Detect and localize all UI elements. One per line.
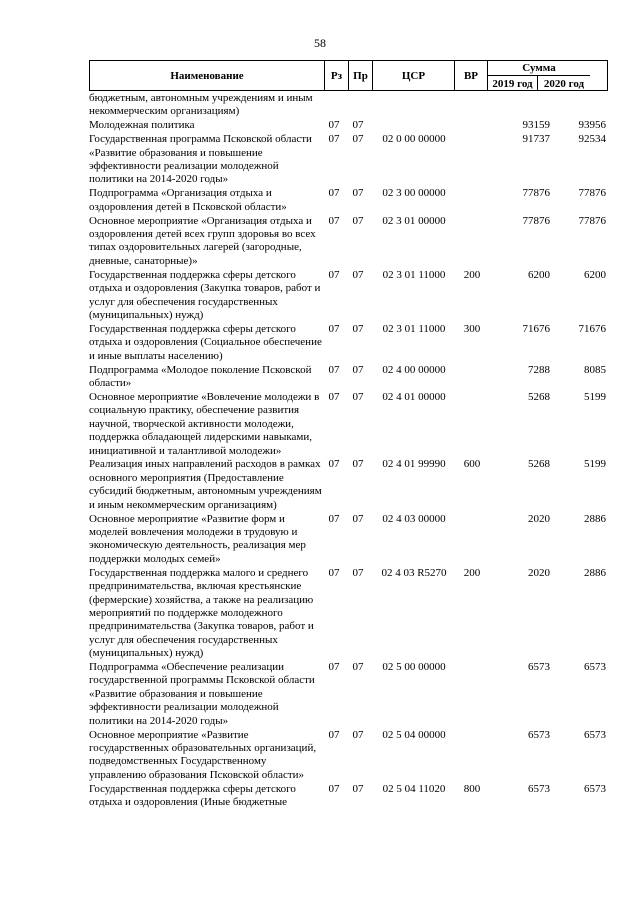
table-row — [89, 567, 619, 661]
cell-pr: 07 — [352, 214, 364, 227]
cell-vr — [458, 92, 486, 119]
cell-sum-2020: 5199 — [584, 390, 606, 403]
cell-name: Государственная программа Псковской области «Развитие образования и повышение эффективности реализации молодежной политики на 2014-2020 годы» — [89, 133, 312, 186]
cell-csr: 02 5 04 11020 — [382, 782, 446, 795]
cell-rz: 07 — [328, 268, 340, 281]
header-csr: ЦСР — [372, 61, 454, 91]
cell-name: Государственная поддержка сферы детского отдыха и оздоровления (Иные бюджетные — [89, 782, 296, 809]
cell-sum-2019 — [486, 92, 550, 119]
cell-name: Реализация иных направлений расходов в рамках основного мероприятия (Предоставление субсидий бюджетным, автономным учреждениям и иным некоммерческим организациям) — [89, 458, 322, 511]
cell-sum-2020: 2886 — [584, 512, 606, 525]
cell-name: Основное мероприятие «Вовлечение молодежи в социальную практику, обеспечение развития научной, творческой активности молодежи, поддержка обладающей лидерскими навыками, инициативной и талантливой молодежи» — [89, 390, 320, 457]
cell-pr: 07 — [352, 782, 364, 795]
cell-csr: 02 3 01 11000 — [382, 322, 446, 335]
table-row — [89, 661, 619, 728]
cell-csr: 02 4 03 00000 — [382, 512, 446, 525]
cell-sum-2020: 92534 — [578, 133, 606, 146]
table-row — [89, 269, 619, 323]
cell-sum-2020: 5199 — [584, 458, 606, 471]
cell-rz — [322, 92, 346, 119]
cell-vr — [458, 215, 486, 269]
header-pr: Пр — [348, 61, 372, 91]
cell-name: Подпрограмма «Организация отдыха и оздоровления детей в Псковской области» — [89, 187, 287, 213]
cell-pr: 07 — [352, 566, 364, 579]
cell-sum-2019: 6573 — [528, 661, 550, 674]
cell-name: Основное мероприятие «Организация отдыха и оздоровления детей всех групп здоровья во всех типах оздоровительных лагерей (загородные, дневные, санаторные)» — [89, 214, 316, 267]
cell-rz: 07 — [328, 782, 340, 795]
cell-name: Молодежная политика — [89, 119, 195, 132]
cell-csr: 02 4 00 00000 — [382, 363, 446, 376]
cell-rz: 07 — [328, 512, 340, 525]
cell-csr: 02 3 01 00000 — [382, 214, 446, 227]
cell-sum-2019: 91737 — [522, 133, 550, 146]
table-row — [89, 729, 619, 783]
cell-pr — [346, 92, 370, 119]
cell-vr: 200 — [463, 268, 481, 281]
cell-vr: 300 — [463, 322, 481, 335]
cell-sum-2020: 6573 — [584, 728, 606, 741]
cell-name: Подпрограмма «Молодое поколение Псковской области» — [89, 363, 312, 390]
cell-rz: 07 — [328, 728, 340, 741]
header-year-2019: 2019 год — [487, 76, 537, 91]
cell-sum-2020: 77876 — [578, 187, 606, 200]
cell-sum-2019: 77876 — [522, 187, 550, 200]
cell-csr — [370, 119, 458, 132]
cell-vr — [458, 187, 486, 214]
cell-rz: 07 — [328, 390, 340, 403]
cell-rz: 07 — [328, 661, 340, 674]
cell-name: Основное мероприятие «Развитие форм и моделей вовлечения молодежи в трудовую и экономическую деятельность, реализация мер поддержки молодых семей» — [89, 512, 306, 565]
cell-csr: 02 4 03 R5270 — [381, 566, 447, 579]
cell-vr — [458, 513, 486, 567]
cell-sum-2020: 6200 — [584, 268, 606, 281]
header-name: Наименование — [170, 70, 244, 82]
table-row — [89, 323, 619, 363]
cell-csr: 02 4 01 99990 — [382, 458, 446, 471]
cell-pr: 07 — [352, 390, 364, 403]
cell-pr: 07 — [352, 133, 364, 146]
cell-vr: 200 — [463, 566, 481, 579]
cell-csr: 02 5 04 00000 — [382, 728, 446, 741]
cell-csr: 02 3 01 11000 — [382, 268, 446, 281]
table-row — [89, 391, 619, 458]
cell-sum-2020: 8085 — [584, 363, 606, 376]
cell-rz: 07 — [328, 322, 340, 335]
cell-csr — [370, 92, 458, 119]
cell-sum-2019: 5268 — [528, 390, 550, 403]
cell-vr: 600 — [463, 458, 481, 471]
header-vr: ВР — [454, 61, 487, 91]
cell-rz: 07 — [328, 187, 340, 200]
cell-sum-2019: 5268 — [528, 458, 550, 471]
cell-sum-2019: 2020 — [528, 512, 550, 525]
cell-rz: 07 — [328, 214, 340, 227]
table-row — [89, 783, 619, 810]
cell-csr: 02 0 00 00000 — [382, 133, 446, 146]
cell-pr: 07 — [352, 363, 364, 376]
cell-pr: 07 — [352, 728, 364, 741]
cell-rz: 07 — [328, 566, 340, 579]
header-sum: Сумма — [487, 61, 590, 76]
cell-csr: 02 5 00 00000 — [382, 661, 446, 674]
cell-vr — [458, 119, 486, 132]
cell-rz: 07 — [328, 363, 340, 376]
cell-sum-2020: 93956 — [578, 119, 606, 132]
cell-sum-2019: 2020 — [528, 566, 550, 579]
table-body — [89, 92, 619, 810]
cell-pr: 07 — [352, 661, 364, 674]
table-row — [89, 513, 619, 567]
cell-name: Подпрограмма «Обеспечение реализации государственной программы Псковской области «Развитие образования и повышение эффективности реализации молодежной политики на 2014-2020 годы» — [89, 661, 315, 727]
cell-vr — [458, 391, 486, 458]
cell-pr: 07 — [352, 322, 364, 335]
page-number: 58 — [314, 36, 326, 50]
cell-vr — [458, 729, 486, 783]
table-row — [89, 364, 619, 391]
cell-rz: 07 — [328, 458, 340, 471]
header-year-2020: 2020 год — [537, 76, 590, 91]
cell-pr: 07 — [352, 187, 364, 200]
table-row — [89, 92, 619, 119]
cell-csr: 02 4 01 00000 — [382, 390, 446, 403]
table-row — [89, 187, 619, 214]
cell-name: Государственная поддержка малого и среднего предпринимательства, включая крестьянские (фермерские) хозяйства, а также на реализацию мероприятий по поддержке молодежного предпринимательства (Закупка товаров, работ и услуг для обеспечения государственных (муниципальных) нужд) — [89, 566, 314, 660]
cell-sum-2019: 7288 — [528, 363, 550, 376]
cell-vr: 800 — [463, 782, 481, 795]
cell-pr: 07 — [352, 512, 364, 525]
cell-rz: 07 — [328, 133, 340, 146]
header-rz: Рз — [324, 61, 348, 91]
cell-sum-2019: 6200 — [528, 268, 550, 281]
cell-name: Государственная поддержка сферы детского отдыха и оздоровления (Закупка товаров, работ и услуг для обеспечения государственных (муниципальных) нужд) — [89, 268, 321, 321]
cell-vr — [458, 661, 486, 728]
cell-sum-2019: 77876 — [522, 214, 550, 227]
cell-name: бюджетным, автономным учреждениям и иным некоммерческим организациям) — [89, 92, 313, 118]
cell-sum-2020 — [550, 92, 606, 119]
cell-sum-2020: 71676 — [578, 322, 606, 335]
cell-sum-2020: 6573 — [584, 661, 606, 674]
cell-rz: 07 — [328, 119, 340, 132]
cell-pr: 07 — [352, 458, 364, 471]
table-row — [89, 458, 619, 512]
cell-csr: 02 3 00 00000 — [382, 187, 446, 200]
cell-sum-2019: 93159 — [522, 119, 550, 132]
cell-sum-2020: 2886 — [584, 566, 606, 579]
table-row — [89, 119, 619, 132]
cell-sum-2020: 6573 — [584, 782, 606, 795]
cell-vr — [458, 364, 486, 391]
cell-name: Государственная поддержка сферы детского отдыха и оздоровления (Социальное обеспечение и иные выплаты населению) — [89, 322, 322, 362]
cell-pr: 07 — [352, 119, 364, 132]
table-row — [89, 133, 619, 187]
cell-sum-2020: 77876 — [578, 214, 606, 227]
table-row — [89, 215, 619, 269]
cell-vr — [458, 133, 486, 187]
cell-name: Основное мероприятие «Развитие государственных образовательных организаций, подведомственных Государственному управлению образования Псковской области» — [89, 728, 317, 781]
cell-pr: 07 — [352, 268, 364, 281]
cell-sum-2019: 6573 — [528, 728, 550, 741]
cell-sum-2019: 71676 — [522, 322, 550, 335]
table-header — [89, 60, 608, 91]
cell-sum-2019: 6573 — [528, 782, 550, 795]
